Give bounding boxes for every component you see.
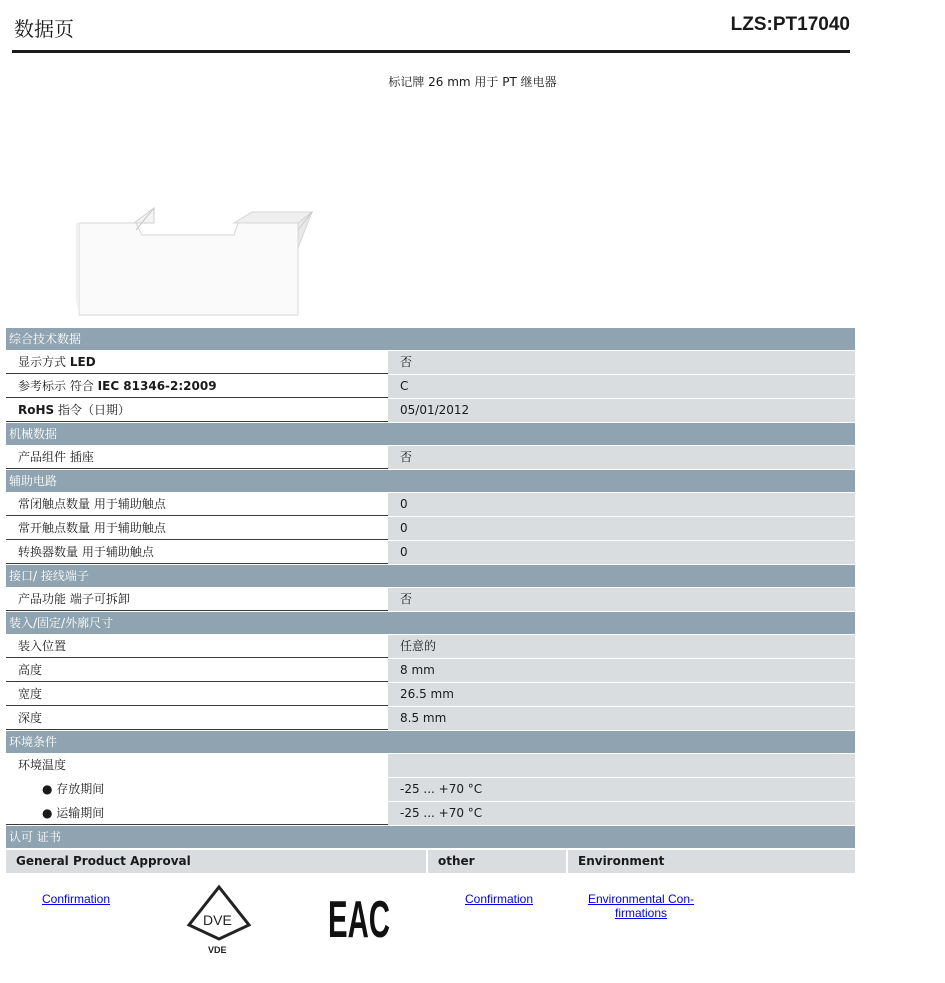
row-key: 宽度 — [6, 683, 388, 706]
vde-label: VDE — [208, 945, 227, 955]
row-key: 环境温度 — [6, 754, 388, 777]
row-value — [388, 754, 855, 777]
product-image — [76, 200, 316, 320]
table-row — [6, 399, 855, 423]
row-key: 显示方式 LED — [6, 351, 388, 374]
row-value: 26.5 mm — [388, 683, 855, 706]
vde-letter-d: DVE — [203, 912, 232, 928]
approval-header-other: other — [428, 850, 566, 873]
table-row — [6, 802, 855, 826]
section-header: 辅助电路 — [6, 470, 855, 493]
row-value: 0 — [388, 541, 855, 564]
row-key: 产品功能 端子可拆卸 — [6, 588, 388, 611]
table-row — [6, 659, 855, 683]
section-header: 机械数据 — [6, 423, 855, 446]
row-key: ● 存放期间 — [6, 778, 388, 801]
table-row — [6, 754, 855, 778]
row-key: 产品组件 插座 — [6, 446, 388, 469]
section-header: 环境条件 — [6, 731, 855, 754]
row-key: 常开触点数量 用于辅助触点 — [6, 517, 388, 540]
product-code: LZS:PT17040 — [730, 14, 850, 35]
row-key: 常闭触点数量 用于辅助触点 — [6, 493, 388, 516]
approval-header-general: General Product Approval — [6, 850, 426, 873]
svg-text:EAC: EAC — [328, 891, 390, 949]
approval-body — [6, 873, 855, 983]
table-row — [6, 541, 855, 565]
section-header: 装入/固定/外廓尺寸 — [6, 612, 855, 635]
section-header: 接口/ 接线端子 — [6, 565, 855, 588]
row-key: ● 运输期间 — [6, 802, 388, 825]
row-value: 0 — [388, 517, 855, 540]
row-value: C — [388, 375, 855, 398]
row-key: 参考标示 符合 IEC 81346-2:2009 — [6, 375, 388, 398]
table-row — [6, 375, 855, 399]
table-row — [6, 778, 855, 802]
table-row — [6, 517, 855, 541]
row-value: -25 ... +70 °C — [388, 802, 855, 825]
row-key: 高度 — [6, 659, 388, 682]
spec-table — [6, 328, 855, 983]
table-row — [6, 635, 855, 659]
table-row — [6, 707, 855, 731]
vde-logo — [186, 883, 252, 958]
product-subtitle: 标记牌 26 mm 用于 PT 继电器 — [388, 75, 557, 89]
row-key: 装入位置 — [6, 635, 388, 658]
row-key: RoHS 指令（日期） — [6, 399, 388, 422]
table-row — [6, 683, 855, 707]
row-value: 8.5 mm — [388, 707, 855, 730]
page-title: 数据页 — [14, 17, 74, 41]
row-value: 0 — [388, 493, 855, 516]
row-key: 转换器数量 用于辅助触点 — [6, 541, 388, 564]
table-row — [6, 493, 855, 517]
approval-header-row — [6, 850, 855, 873]
row-value: 8 mm — [388, 659, 855, 682]
other-confirmation-link[interactable]: Confirmation — [465, 892, 534, 906]
row-value: 否 — [388, 588, 855, 611]
section-header: 认可 证书 — [6, 826, 855, 849]
row-value: -25 ... +70 °C — [388, 778, 855, 801]
row-value: 否 — [388, 446, 855, 469]
page-header — [12, 0, 850, 53]
table-row — [6, 588, 855, 612]
row-key: 深度 — [6, 707, 388, 730]
environmental-confirmations-link[interactable]: Environmental Con- firmations — [587, 892, 695, 920]
eac-logo — [328, 889, 392, 948]
general-confirmation-link[interactable]: Confirmation — [42, 892, 111, 906]
section-header: 综合技术数据 — [6, 328, 855, 351]
row-value: 任意的 — [388, 635, 855, 658]
table-row — [6, 351, 855, 375]
approval-header-environment: Environment — [568, 850, 855, 873]
row-value: 否 — [388, 351, 855, 374]
row-value: 05/01/2012 — [388, 399, 855, 422]
table-row — [6, 446, 855, 470]
